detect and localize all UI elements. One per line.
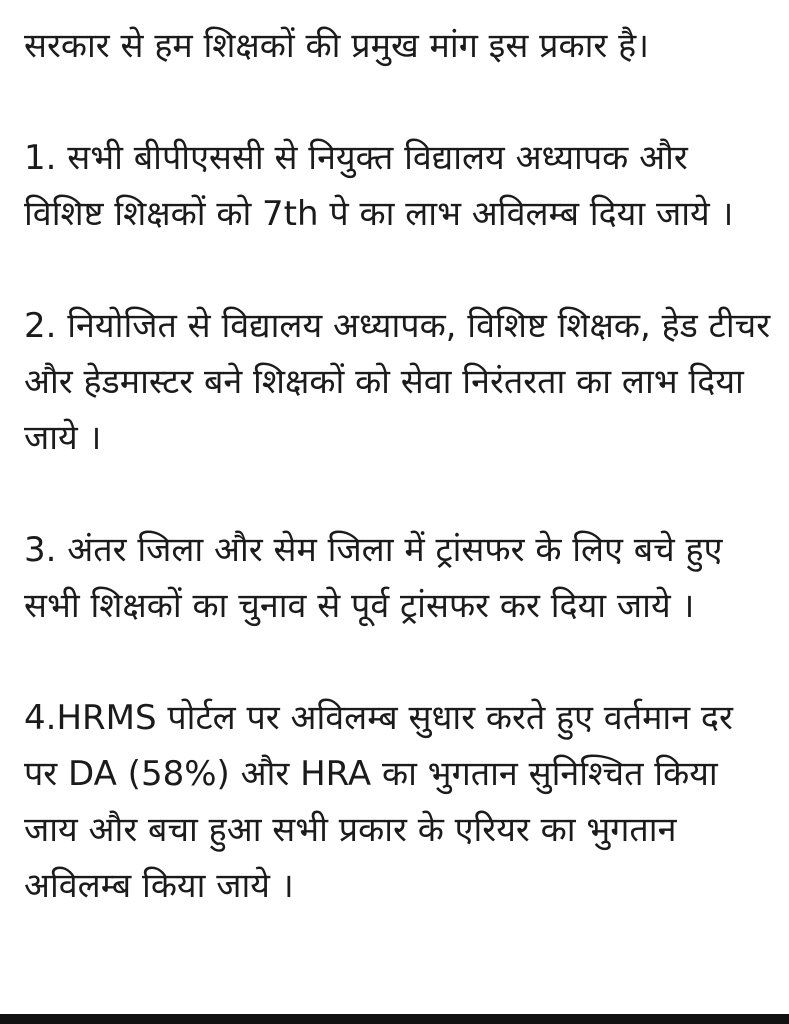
paragraph-gap — [24, 466, 772, 522]
demand-1: 1. सभी बीपीएससी से नियुक्त विद्यालय अध्यापक और विशिष्ट शिक्षकों को 7th पे का लाभ अविलम्ब दिया जाये । — [24, 138, 734, 234]
bottom-edge-bar — [0, 1014, 789, 1024]
document-body — [24, 18, 772, 914]
demand-2: 2. नियोजित से विद्यालय अध्यापक, विशिष्ट शिक्षक, हेड टीचर और हेडमास्टर बने शिक्षकों को सेवा निरंतरता का लाभ दिया जाये । — [24, 306, 771, 458]
paragraph-gap — [24, 74, 772, 130]
paragraph-gap — [24, 634, 772, 690]
document-heading: सरकार से हम शिक्षकों की प्रमुख मांग इस प्रकार है। — [24, 26, 650, 66]
paragraph-gap — [24, 242, 772, 298]
demand-4: 4.HRMS पोर्टल पर अविलम्ब सुधार करते हुए वर्तमान दर पर DA (58%) और HRA का भुगतान सुनिश्चित किया जाय और बचा हुआ सभी प्रकार के एरियर का भुगतान अविलम्ब किया जाये । — [24, 698, 733, 906]
demand-3: 3. अंतर जिला और सेम जिला में ट्रांसफर के लिए बचे हुए सभी शिक्षकों का चुनाव से पूर्व ट्रांसफर कर दिया जाये । — [24, 530, 723, 626]
